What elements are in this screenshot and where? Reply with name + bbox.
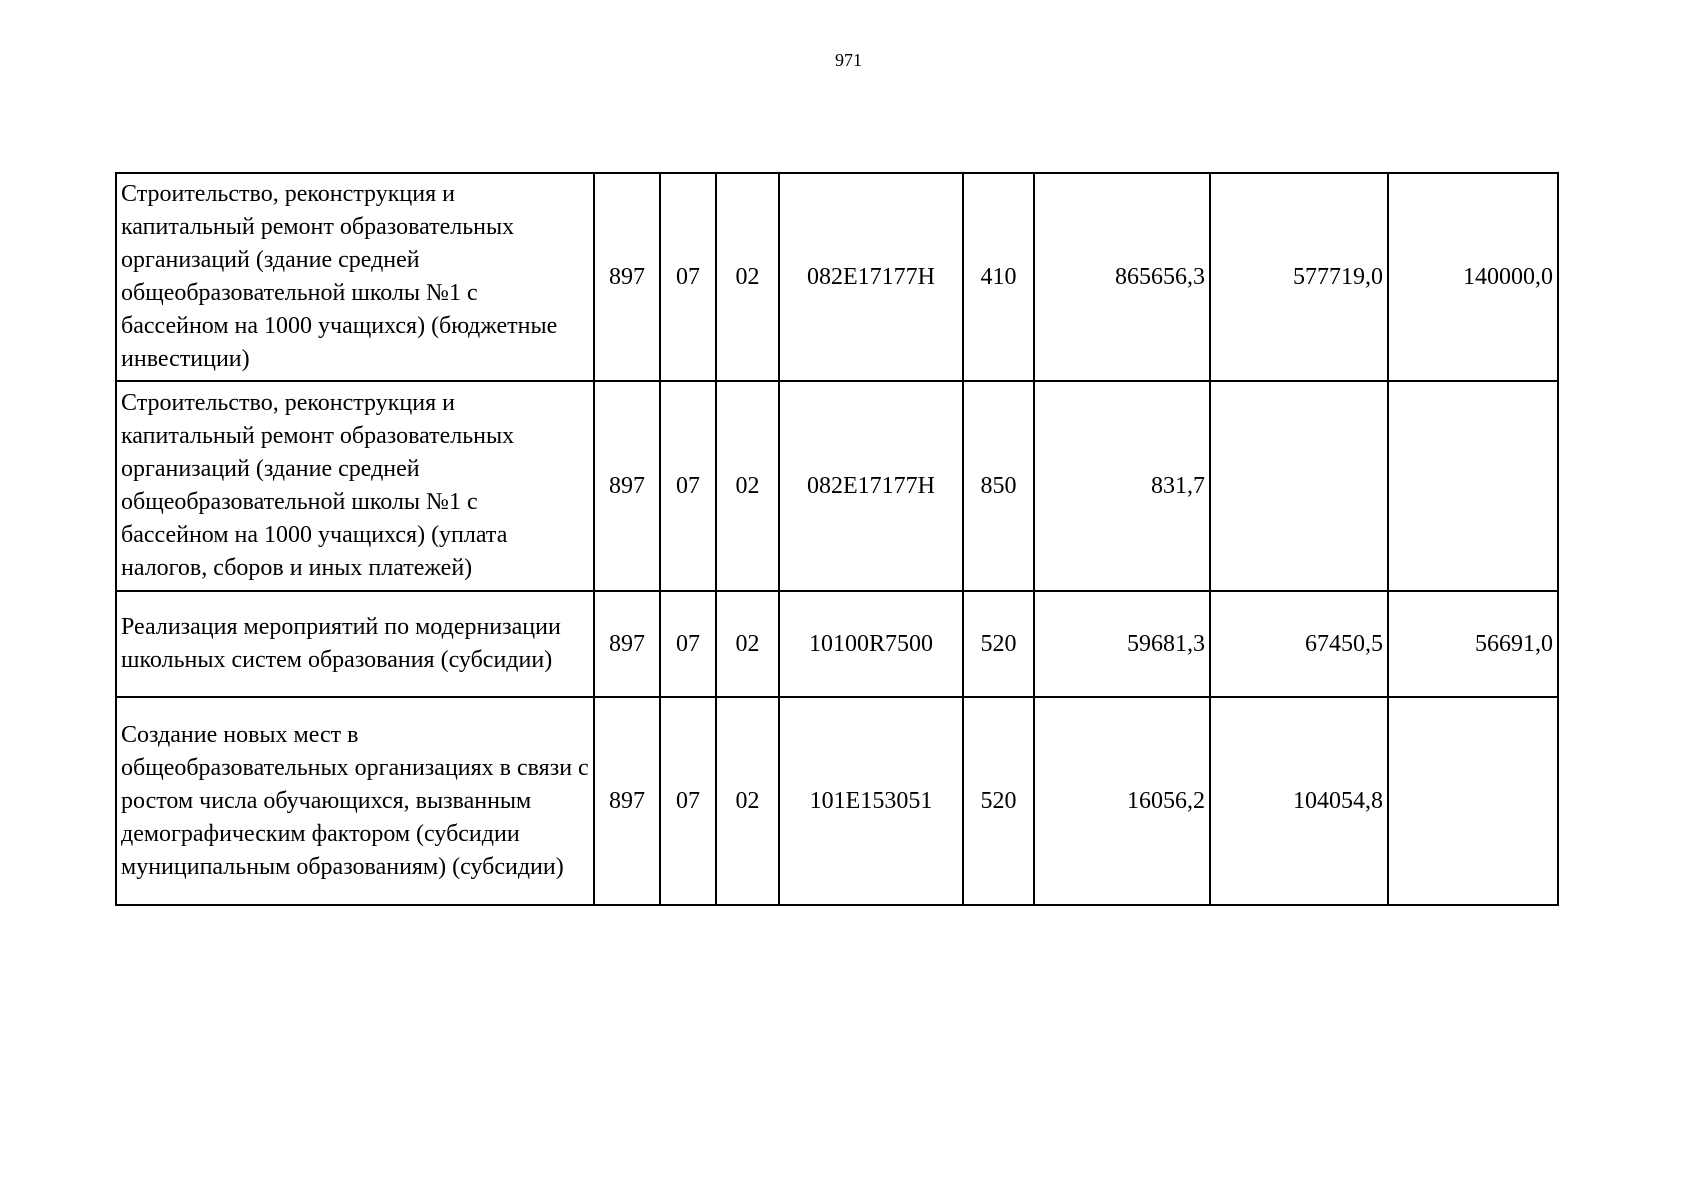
- amount-3: 140000,0: [1388, 173, 1558, 381]
- subsection-code: 02: [716, 381, 779, 591]
- section-code: 07: [660, 697, 716, 905]
- row-description: Реализация мероприятий по модернизации школьных систем образования (субсидии): [116, 591, 594, 697]
- subsection-code: 02: [716, 173, 779, 381]
- section-code: 07: [660, 591, 716, 697]
- subsection-code: 02: [716, 591, 779, 697]
- amount-1: 16056,2: [1034, 697, 1210, 905]
- expense-type-code: 520: [963, 591, 1034, 697]
- row-description: Строительство, реконструкция и капитальный ремонт образовательных организаций (здание средней общеобразовательной школы №1 с бассейном на 1000 учащихся) (бюджетные инвестиции): [116, 173, 594, 381]
- row-description: Создание новых мест в общеобразовательных организациях в связи с ростом числа обучающихся, вызванным демографическим фактором (субсидии муниципальным образованиям) (субсидии): [116, 697, 594, 905]
- amount-2: [1210, 381, 1388, 591]
- table-row: [116, 591, 1558, 697]
- expense-type-code: 850: [963, 381, 1034, 591]
- amount-2: 577719,0: [1210, 173, 1388, 381]
- amount-3: [1388, 697, 1558, 905]
- table-row: [116, 697, 1558, 905]
- section-code: 07: [660, 381, 716, 591]
- page-number: 971: [835, 50, 862, 70]
- target-code: 101E153051: [779, 697, 963, 905]
- amount-1: 831,7: [1034, 381, 1210, 591]
- target-code: 082E17177Н: [779, 173, 963, 381]
- expense-type-code: 520: [963, 697, 1034, 905]
- amount-2: 67450,5: [1210, 591, 1388, 697]
- amount-3: [1388, 381, 1558, 591]
- ministry-code: 897: [594, 697, 660, 905]
- table-row: [116, 173, 1558, 381]
- budget-table: [115, 172, 1559, 906]
- ministry-code: 897: [594, 381, 660, 591]
- amount-1: 865656,3: [1034, 173, 1210, 381]
- table-row: [116, 381, 1558, 591]
- target-code: 082E17177Н: [779, 381, 963, 591]
- row-description: Строительство, реконструкция и капитальный ремонт образовательных организаций (здание средней общеобразовательной школы №1 с бассейном на 1000 учащихся) (уплата налогов, сборов и иных платежей): [116, 381, 594, 591]
- target-code: 10100R7500: [779, 591, 963, 697]
- expense-type-code: 410: [963, 173, 1034, 381]
- subsection-code: 02: [716, 697, 779, 905]
- amount-3: 56691,0: [1388, 591, 1558, 697]
- section-code: 07: [660, 173, 716, 381]
- amount-1: 59681,3: [1034, 591, 1210, 697]
- ministry-code: 897: [594, 591, 660, 697]
- amount-2: 104054,8: [1210, 697, 1388, 905]
- ministry-code: 897: [594, 173, 660, 381]
